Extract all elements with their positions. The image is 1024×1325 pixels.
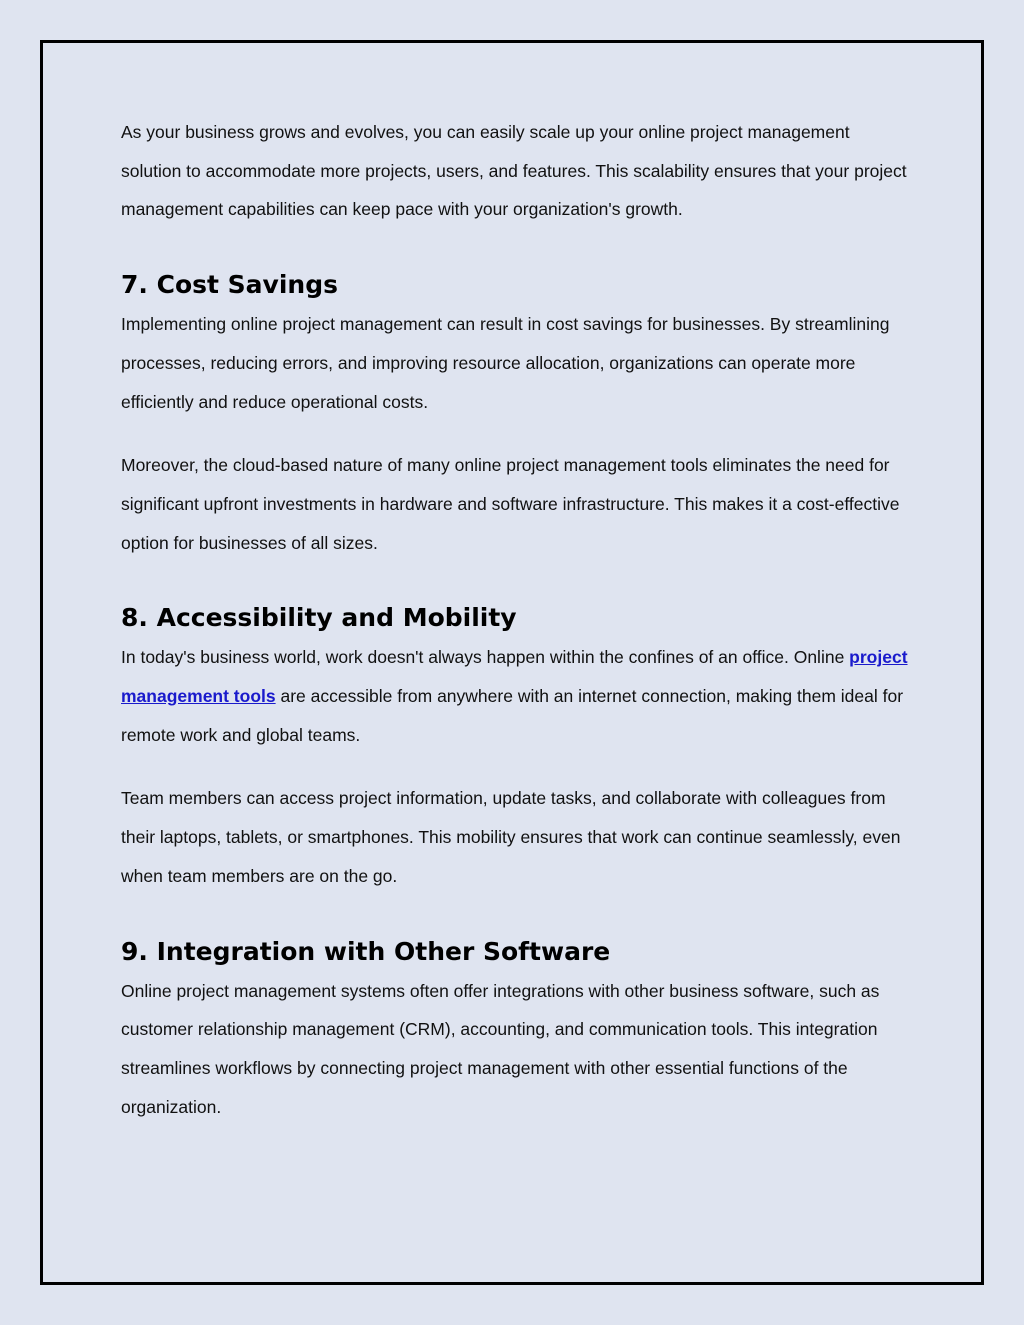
integration-paragraph-1: Online project management systems often offer integrations with other business software, such as customer relationship management (CRM), accounting, and communication tools. This integration streamlines workflows by connecting project management with other essential functions of the organization. <box>121 980 880 1117</box>
project-management-tools-link[interactable]: project management tools <box>121 647 908 707</box>
intro-paragraph: As your business grows and evolves, you can easily scale up your online project management solution to accommodate more projects, users, and features. This scalability ensures that your project management capabilities can keep pace with your organization's growth. <box>121 122 907 220</box>
document-content <box>121 113 911 1126</box>
accessibility-text-before-link: In today's business world, work doesn't always happen within the confines of an office. Online <box>121 647 850 668</box>
accessibility-text-after-link: are accessible from anywhere with an internet connection, making them ideal for remote work and global teams. <box>121 686 904 745</box>
heading-integration: 9. Integration with Other Software <box>121 936 611 966</box>
cost-savings-paragraph-1: Implementing online project management can result in cost savings for businesses. By streamlining processes, reducing errors, and improving resource allocation, organizations can operate more efficiently and reduce operational costs. <box>121 314 890 412</box>
heading-cost-savings: 7. Cost Savings <box>121 270 338 300</box>
cost-savings-paragraph-2: Moreover, the cloud-based nature of many online project management tools eliminates the need for significant upfront investments in hardware and software infrastructure. This makes it a cost-effective option for businesses of all sizes. <box>121 455 900 553</box>
accessibility-paragraph-1 <box>121 638 911 754</box>
heading-accessibility-mobility: 8. Accessibility and Mobility <box>121 603 517 633</box>
document-page <box>40 40 984 1285</box>
accessibility-paragraph-2: Team members can access project information, update tasks, and collaborate with colleagues from their laptops, tablets, or smartphones. This mobility ensures that work can continue seamlessly, even when team members are on the go. <box>121 788 901 886</box>
